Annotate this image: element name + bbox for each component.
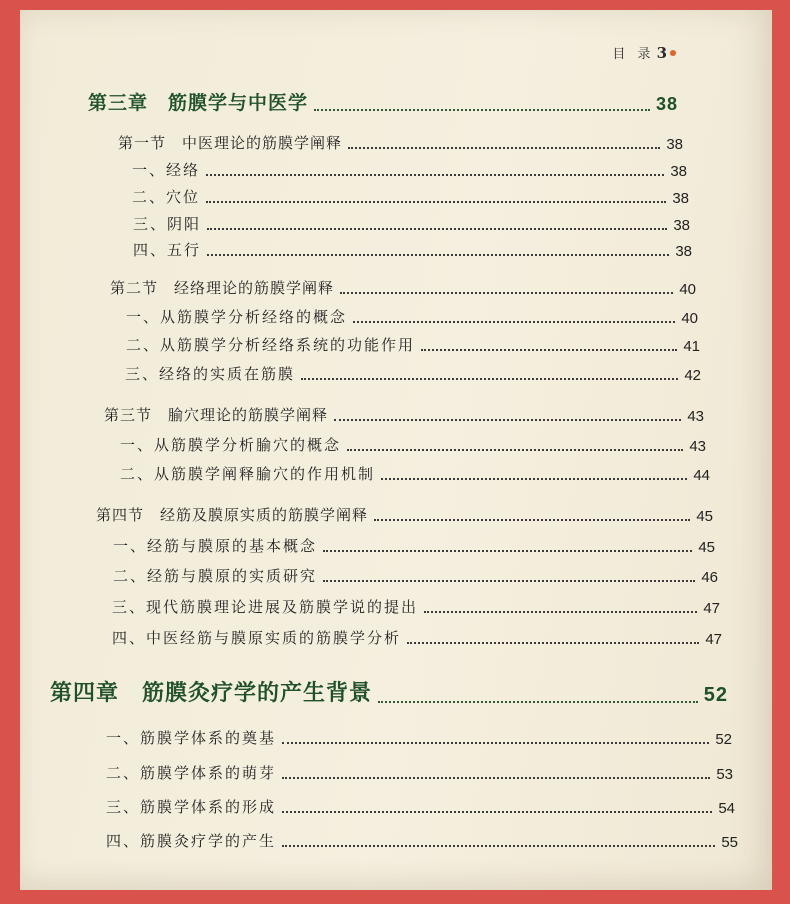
leader-dots [347,448,683,451]
toc-section[interactable] [110,277,696,298]
toc-item-page: 41 [683,338,700,355]
toc-item-title: 三、阴阳 [133,215,202,233]
leader-dots [378,700,698,703]
leader-dots [206,173,664,176]
toc-chapter-4[interactable] [50,676,728,707]
toc-item-title: 一、经络 [132,161,201,179]
toc-item-page: 46 [701,569,718,586]
toc-item-title: 二、从筋膜学分析经络系统的功能作用 [126,336,416,354]
toc-item-page: 38 [675,243,692,260]
book-page [20,10,772,890]
toc-item-page: 43 [689,438,706,455]
toc-item-title: 四、筋膜灸疗学的产生 [106,832,277,850]
toc-item-title: 一、经筋与膜原的基本概念 [113,537,318,555]
toc-item[interactable] [112,596,720,617]
leader-dots [207,253,669,256]
leader-dots [282,810,712,813]
toc-section-page: 43 [687,408,704,425]
leader-dots [340,291,673,294]
header-page-number: 3 [656,43,667,62]
leader-dots [282,741,709,744]
toc-item-title: 二、从筋膜学阐释腧穴的作用机制 [120,465,376,483]
toc-section-title: 第二节 经络理论的筋膜学阐释 [110,279,335,297]
leader-dots [323,579,695,582]
leader-dots [374,518,690,521]
toc-item-page: 45 [698,539,715,556]
toc-item[interactable] [126,306,698,327]
toc-item[interactable] [120,463,710,484]
toc-item-title: 三、现代筋膜理论进展及筋膜学说的提出 [112,598,419,616]
toc-item-page: 47 [703,600,720,617]
leader-dots [323,549,692,552]
toc-item-page: 40 [681,310,698,327]
toc-item-title: 一、筋膜学体系的奠基 [106,729,277,747]
toc-item-page: 38 [672,190,689,207]
toc-item-title: 四、中医经筋与膜原实质的筋膜学分析 [112,629,402,647]
toc-item-page: 38 [670,163,687,180]
toc-item[interactable] [106,796,735,817]
toc-item-page: 53 [716,766,733,783]
toc-item-page: 47 [705,631,722,648]
toc-section[interactable] [104,404,704,425]
leader-dots [348,146,660,149]
toc-section-page: 45 [696,508,713,525]
toc-section-title: 第三节 腧穴理论的筋膜学阐释 [104,406,329,424]
leader-dots [353,320,675,323]
header-label: 目 录 [612,47,655,62]
toc-section[interactable] [118,132,683,153]
toc-item[interactable] [113,535,715,556]
toc-item[interactable] [125,363,701,384]
toc-item[interactable] [112,627,722,648]
toc-item[interactable] [132,159,687,180]
toc-chapter-3-title: 第三章 筋膜学与中医学 [88,92,309,114]
toc-item-page: 44 [693,467,710,484]
toc-chapter-3[interactable] [88,88,678,115]
toc-section-page: 38 [666,136,683,153]
leader-dots [207,227,667,230]
toc-item-title: 一、从筋膜学分析经络的概念 [126,308,348,326]
toc-section[interactable] [96,504,713,525]
leader-dots [334,418,681,421]
toc-item-title: 三、经络的实质在筋膜 [125,365,296,383]
orange-dot-icon [670,50,676,56]
toc-item-title: 二、经筋与膜原的实质研究 [113,567,318,585]
toc-chapter-3-page: 38 [655,94,678,114]
toc-item-title: 二、穴位 [132,188,201,206]
toc-item-page: 55 [721,834,738,851]
toc-item[interactable] [132,186,689,207]
toc-section-title: 第四节 经筋及膜原实质的筋膜学阐释 [96,506,369,524]
leader-dots [206,200,666,203]
toc-chapter-4-page: 52 [703,684,728,706]
leader-dots [314,108,650,111]
toc-item[interactable] [106,762,733,783]
leader-dots [282,844,715,847]
toc-item[interactable] [113,565,718,586]
toc-item[interactable] [133,239,692,260]
toc-item-page: 38 [673,217,690,234]
leader-dots [282,776,710,779]
toc-chapter-4-title: 第四章 筋膜灸疗学的产生背景 [50,680,373,706]
leader-dots [301,377,678,380]
toc-item[interactable] [133,213,690,234]
toc-item[interactable] [126,334,700,355]
leader-dots [407,641,699,644]
toc-item-title: 三、筋膜学体系的形成 [106,798,277,816]
toc-section-title: 第一节 中医理论的筋膜学阐释 [118,134,343,152]
toc-item-title: 四、五行 [133,241,202,259]
toc-item-title: 一、从筋膜学分析腧穴的概念 [120,436,342,454]
toc-item-title: 二、筋膜学体系的萌芽 [106,764,277,782]
toc-section-page: 40 [679,281,696,298]
leader-dots [381,477,687,480]
toc-item[interactable] [106,727,732,748]
leader-dots [421,348,677,351]
toc-item-page: 52 [715,731,732,748]
toc-item[interactable] [106,830,738,851]
leader-dots [424,610,697,613]
toc-item[interactable] [120,434,706,455]
running-header [612,43,676,62]
toc-item-page: 54 [718,800,735,817]
toc-item-page: 42 [684,367,701,384]
